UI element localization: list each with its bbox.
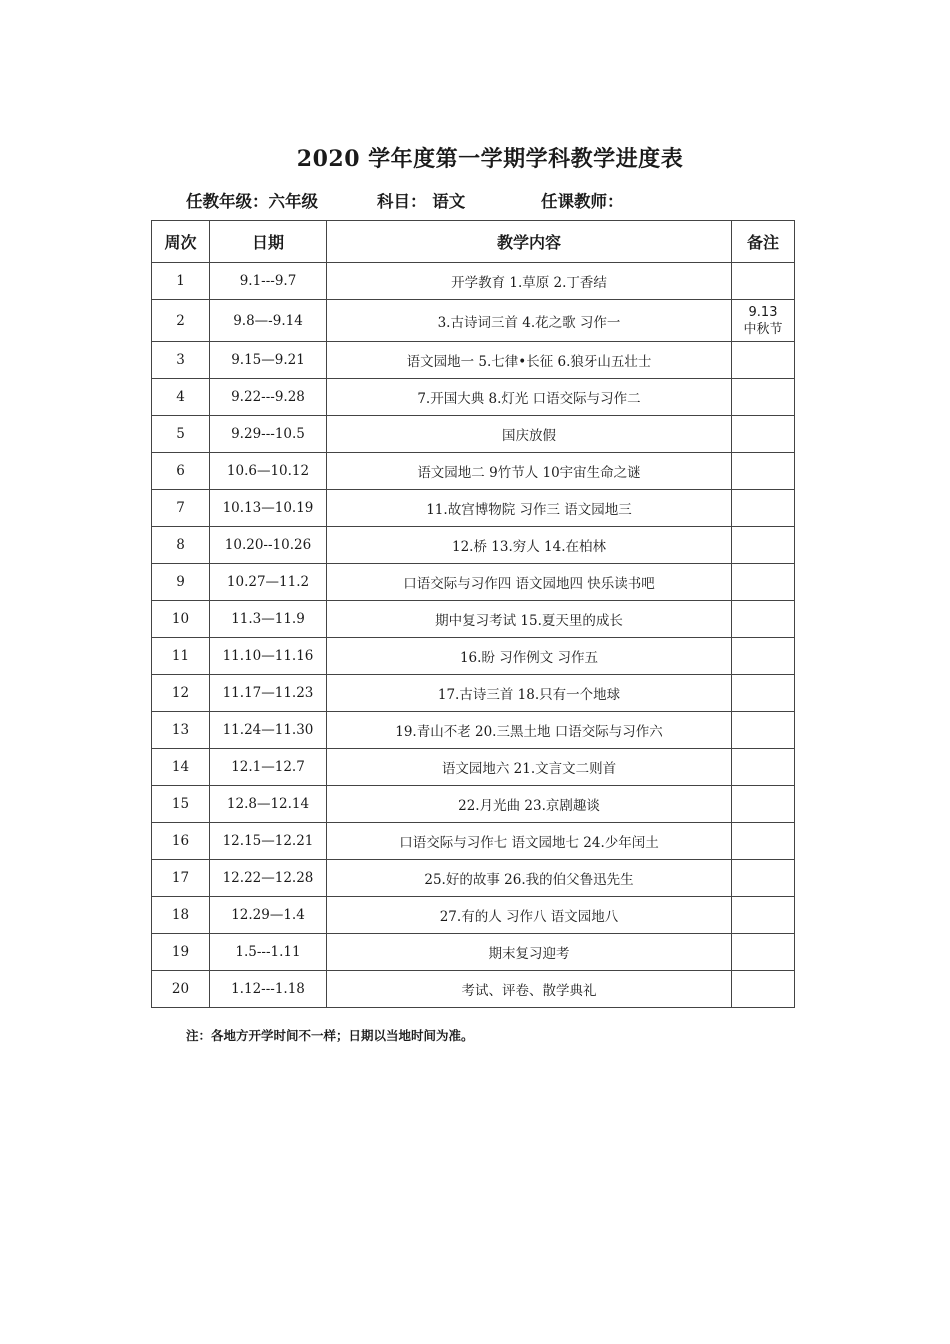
cell-content: 口语交际与习作四 语文园地四 快乐读书吧: [327, 564, 732, 601]
cell-content: 期末复习迎考: [327, 934, 732, 971]
table-row: [152, 749, 795, 786]
table-row: [152, 971, 795, 1008]
cell-content: 22.月光曲 23.京剧趣谈: [327, 786, 732, 823]
table-row: [152, 490, 795, 527]
cell-week: 4: [152, 379, 210, 416]
cell-note: [732, 897, 795, 934]
cell-week: 6: [152, 453, 210, 490]
cell-note: [732, 527, 795, 564]
header-date: 日期: [210, 221, 327, 263]
cell-week: 13: [152, 712, 210, 749]
cell-note: [732, 712, 795, 749]
table-row: [152, 638, 795, 675]
teacher-label: 任课教师：: [541, 192, 624, 211]
cell-week: 2: [152, 300, 210, 342]
cell-date: 10.20--10.26: [210, 527, 327, 564]
cell-date: 9.15—9.21: [210, 342, 327, 379]
cell-date: 10.6—10.12: [210, 453, 327, 490]
cell-note: [732, 823, 795, 860]
cell-week: 5: [152, 416, 210, 453]
table-header-row: [152, 221, 795, 263]
header-note: 备注: [732, 221, 795, 263]
cell-date: 9.29---10.5: [210, 416, 327, 453]
grade-label: 任教年级：六年级: [186, 192, 318, 211]
cell-date: 10.27—11.2: [210, 564, 327, 601]
cell-date: 12.22—12.28: [210, 860, 327, 897]
table-row: [152, 934, 795, 971]
cell-date: 12.15—12.21: [210, 823, 327, 860]
cell-date: 1.5---1.11: [210, 934, 327, 971]
subject-label: 科目： 语文: [377, 192, 466, 211]
cell-note: [732, 971, 795, 1008]
cell-date: 10.13—10.19: [210, 490, 327, 527]
cell-note: [732, 342, 795, 379]
header-content: 教学内容: [327, 221, 732, 263]
schedule-table: [151, 220, 795, 1008]
cell-date: 1.12---1.18: [210, 971, 327, 1008]
cell-note: [732, 453, 795, 490]
table-row: [152, 860, 795, 897]
cell-content: 7.开国大典 8.灯光 口语交际与习作二: [327, 379, 732, 416]
cell-note: [732, 379, 795, 416]
cell-content: 口语交际与习作七 语文园地七 24.少年闰土: [327, 823, 732, 860]
cell-date: 11.24—11.30: [210, 712, 327, 749]
table-row: [152, 379, 795, 416]
cell-content: 国庆放假: [327, 416, 732, 453]
cell-week: 9: [152, 564, 210, 601]
cell-content: 12.桥 13.穷人 14.在柏林: [327, 527, 732, 564]
table-row: [152, 786, 795, 823]
table-row: [152, 897, 795, 934]
table-row: [152, 527, 795, 564]
cell-note: [732, 263, 795, 300]
cell-note: [732, 416, 795, 453]
cell-week: 10: [152, 601, 210, 638]
cell-week: 3: [152, 342, 210, 379]
cell-content: 27.有的人 习作八 语文园地八: [327, 897, 732, 934]
cell-content: 考试、评卷、散学典礼: [327, 971, 732, 1008]
cell-note: [732, 749, 795, 786]
cell-content: 16.盼 习作例文 习作五: [327, 638, 732, 675]
cell-week: 11: [152, 638, 210, 675]
cell-date: 12.1—12.7: [210, 749, 327, 786]
cell-date: 9.8—-9.14: [210, 300, 327, 342]
cell-note: [732, 786, 795, 823]
cell-note: [732, 675, 795, 712]
cell-date: 12.29—1.4: [210, 897, 327, 934]
cell-date: 11.17—11.23: [210, 675, 327, 712]
cell-content: 3.古诗词三首 4.花之歌 习作一: [327, 300, 732, 342]
cell-note: [732, 564, 795, 601]
cell-week: 7: [152, 490, 210, 527]
cell-note: 9.13 中秋节: [732, 300, 795, 342]
cell-date: 12.8—12.14: [210, 786, 327, 823]
cell-content: 语文园地一 5.七律•长征 6.狼牙山五壮士: [327, 342, 732, 379]
cell-week: 12: [152, 675, 210, 712]
table-row: [152, 416, 795, 453]
cell-content: 11.故宫博物院 习作三 语文园地三: [327, 490, 732, 527]
cell-week: 14: [152, 749, 210, 786]
cell-week: 18: [152, 897, 210, 934]
table-row: [152, 675, 795, 712]
cell-week: 19: [152, 934, 210, 971]
cell-note: [732, 490, 795, 527]
table-row: [152, 823, 795, 860]
cell-date: 11.3—11.9: [210, 601, 327, 638]
cell-week: 16: [152, 823, 210, 860]
cell-content: 开学教育 1.草原 2.丁香结: [327, 263, 732, 300]
cell-date: 9.1---9.7: [210, 263, 327, 300]
cell-content: 17.古诗三首 18.只有一个地球: [327, 675, 732, 712]
cell-week: 15: [152, 786, 210, 823]
cell-week: 8: [152, 527, 210, 564]
table-row: [152, 712, 795, 749]
footnote: 注：各地方开学时间不一样；日期以当地时间为准。: [186, 1028, 474, 1043]
cell-content: 19.青山不老 20.三黑土地 口语交际与习作六: [327, 712, 732, 749]
cell-note: [732, 934, 795, 971]
table-row: [152, 300, 795, 342]
table-row: [152, 564, 795, 601]
table-row: [152, 342, 795, 379]
cell-date: 11.10—11.16: [210, 638, 327, 675]
cell-content: 语文园地二 9竹节人 10宇宙生命之谜: [327, 453, 732, 490]
cell-week: 20: [152, 971, 210, 1008]
cell-note: [732, 860, 795, 897]
table-row: [152, 453, 795, 490]
cell-content: 25.好的故事 26.我的伯父鲁迅先生: [327, 860, 732, 897]
header-week: 周次: [152, 221, 210, 263]
table-row: [152, 263, 795, 300]
cell-date: 9.22---9.28: [210, 379, 327, 416]
cell-week: 17: [152, 860, 210, 897]
cell-note: [732, 601, 795, 638]
cell-content: 期中复习考试 15.夏天里的成长: [327, 601, 732, 638]
page-title: 2020 学年度第一学期学科教学进度表: [296, 146, 684, 172]
cell-note: [732, 638, 795, 675]
table-row: [152, 601, 795, 638]
cell-content: 语文园地六 21.文言文二则首: [327, 749, 732, 786]
cell-week: 1: [152, 263, 210, 300]
